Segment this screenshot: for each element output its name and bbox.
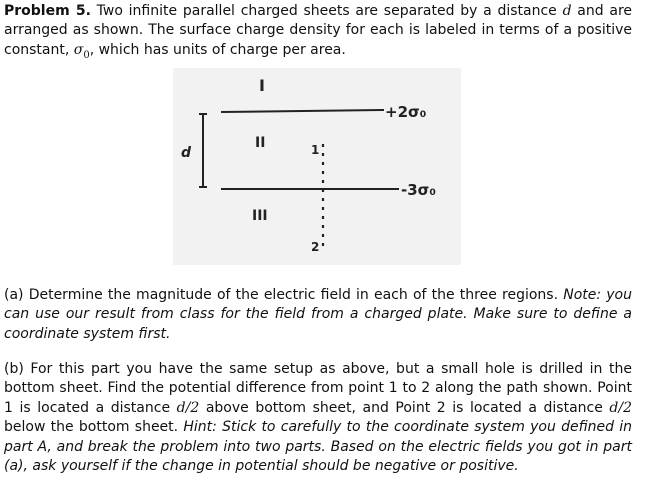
sheets-figure bbox=[173, 68, 461, 265]
distance-2: d/2 bbox=[609, 399, 633, 416]
top-sheet bbox=[221, 110, 384, 112]
intro-text-3: , which has units of charge per area. bbox=[89, 41, 346, 58]
part-b-text-1: (b) For this part you have the same setup as above, but a small hole is drilled in the bottom sheet. Find the potential difference from point 1 to 2 along the path shown. Point 1 is located a distance bbox=[4, 361, 632, 416]
point-1-label: 1 bbox=[311, 143, 320, 157]
part-b-hint: Hint: Stick to carefully to the coordinate system you defined in part A, and break the problem into two parts. Based on the electric fields you got in part (a), ask yourself if the change in potential should be negative or positive. bbox=[4, 419, 632, 475]
problem-intro bbox=[4, 2, 632, 65]
part-a-note: Note: you can use our result from class for the field from a charged plate. Make sure to define a coordinate system first. bbox=[4, 287, 632, 342]
sigma-symbol: $\sigma_0$ bbox=[73, 41, 90, 61]
part-a bbox=[4, 286, 632, 344]
region-3-label: III bbox=[252, 208, 268, 224]
part-b-text-3: below the bottom sheet. bbox=[4, 419, 179, 436]
top-charge-label: +2σ₀ bbox=[385, 103, 427, 121]
intro-text-1: Two infinite parallel charged sheets are separated by a distance bbox=[96, 3, 557, 19]
part-b bbox=[4, 360, 632, 476]
distance-1: d/2 bbox=[176, 399, 200, 416]
problem-label: Problem 5. bbox=[4, 3, 91, 19]
part-b-text-2: above bottom sheet, and Point 2 is located a distance bbox=[205, 399, 603, 416]
intro-text-2: and are arranged as shown. The surface charge density for each is labeled in terms of a positive constant, bbox=[4, 3, 633, 58]
region-1-label: I bbox=[259, 76, 265, 95]
point-2-label: 2 bbox=[311, 240, 320, 254]
distance-symbol: d bbox=[562, 3, 572, 19]
region-2-label: II bbox=[255, 135, 266, 151]
sheets-diagram bbox=[173, 68, 461, 265]
bottom-charge-label: -3σ₀ bbox=[401, 181, 436, 199]
separation-label: d bbox=[181, 145, 192, 161]
part-a-text: (a) Determine the magnitude of the electric field in each of the three regions. bbox=[4, 287, 559, 303]
